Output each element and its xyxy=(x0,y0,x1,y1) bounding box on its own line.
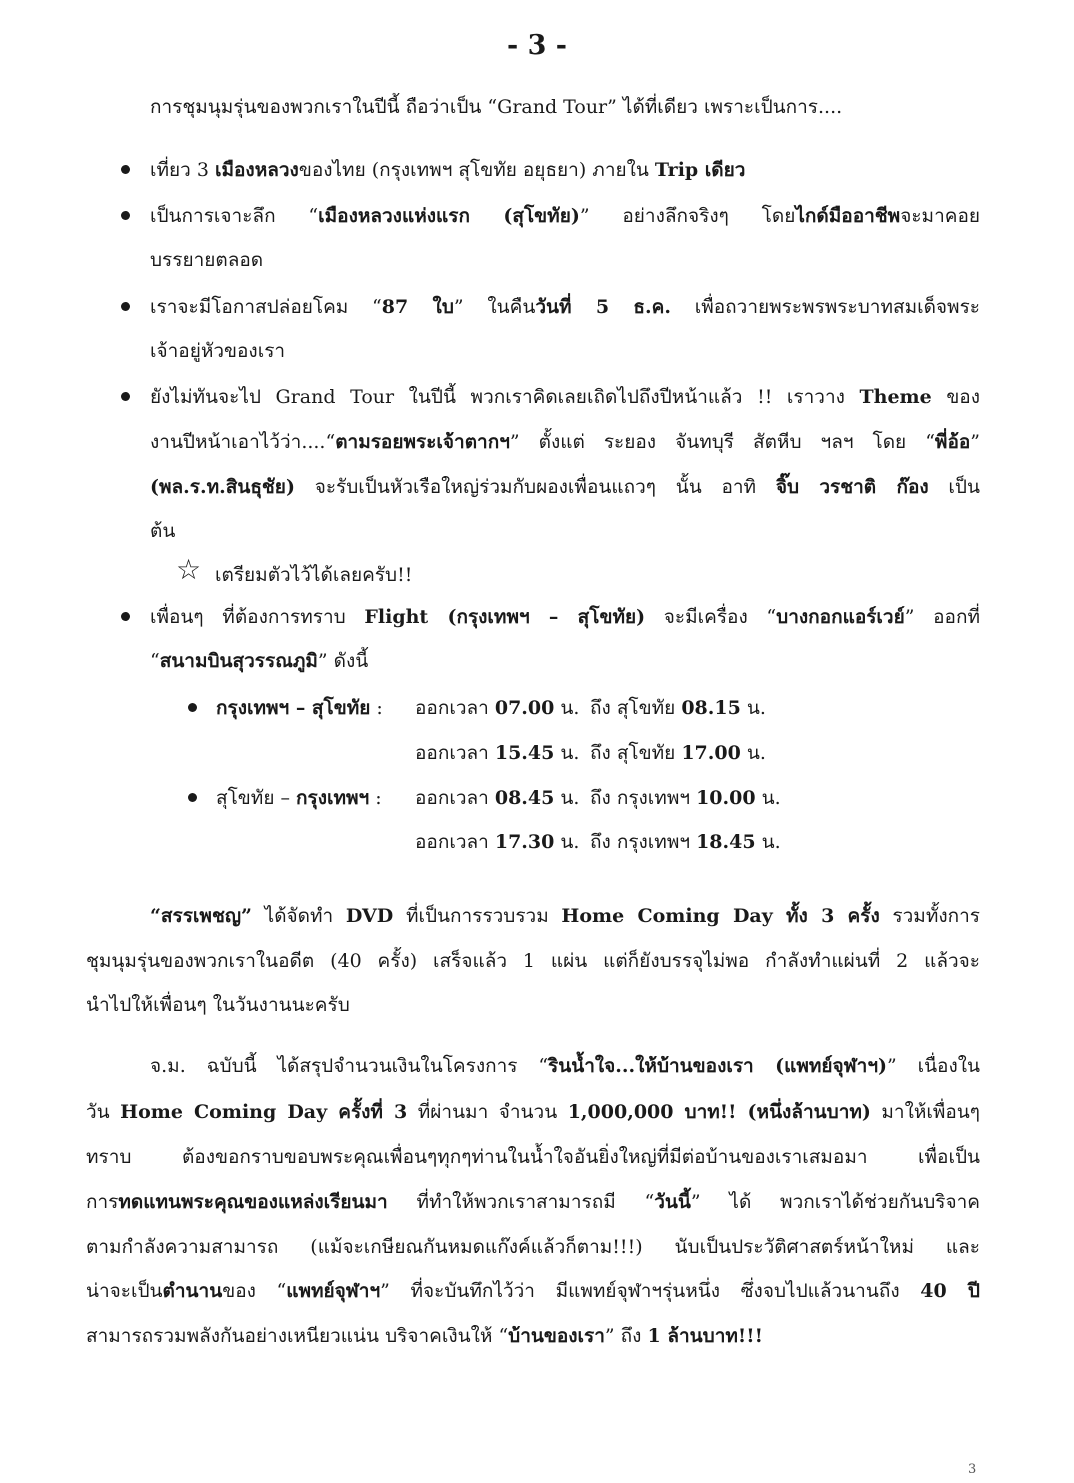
flight-row-4: ออกเวลา 17.30 น. xyxy=(415,831,580,853)
flight-route-2: สุโขทัย – กรุงเทพฯ : xyxy=(216,787,382,809)
bullet-dot xyxy=(188,703,197,712)
bullet-4-line-2: งานปีหน้าเอาไว้ว่า....“ตามรอยพระเจ้าตากฯ” ตั้งแต่ ระยอง จันทบุรี สัตหีบ ฯลฯ โดย “พี่อ้อ” xyxy=(150,431,980,453)
bullet-1: เที่ยว 3 เมืองหลวงของไทย (กรุงเทพฯ สุโขทัย อยุธยา) ภายใน Trip เดียว xyxy=(150,159,746,181)
flight-row-4-arrival: ถึง กรุงเทพฯ 18.45 น. xyxy=(590,831,781,853)
dvd-paragraph-line-1: “สรรเพชญ” ได้จัดทำ DVD ที่เป็นการรวบรวม Home Coming Day ทั้ง 3 ครั้ง รวมทั้งการ xyxy=(150,905,981,927)
bullet-3-line-1: เราจะมีโอกาสปล่อยโคม “87 ใบ” ในคืนวันที่ 5 ธ.ค. เพื่อถวายพระพรพระบาทสมเด็จพระ xyxy=(150,296,980,318)
donation-paragraph-line-3: ทราบ ต้องขอกราบขอบพระคุณเพื่อนๆทุกๆท่านในน้ำใจอันยิ่งใหญ่ที่มีต่อบ้านของเราเสมอมา เพื่อเป็น xyxy=(86,1146,980,1168)
bullet-4-line-4: ต้น xyxy=(150,520,176,542)
flight-row-2: ออกเวลา 15.45 น. xyxy=(415,742,580,764)
bullet-dot xyxy=(121,211,130,220)
donation-paragraph-line-4: การทดแทนพระคุณของแหล่งเรียนมา ที่ทำให้พวกเราสามารถมี “วันนี้” ได้ พวกเราได้ช่วยกันบริจาค xyxy=(86,1191,980,1213)
flight-route-1: กรุงเทพฯ – สุโขทัย : xyxy=(216,697,383,719)
dvd-paragraph-line-3: นำไปให้เพื่อนๆ ในวันงานนะครับ xyxy=(86,994,350,1016)
bullet-dot xyxy=(121,392,130,401)
dvd-paragraph-line-2: ชุมนุมรุ่นของพวกเราในอดีต (40 ครั้ง) เสร็จแล้ว 1 แผ่น แต่ก็ยังบรรจุไม่พอ กำลังทำแผ่นที่ 2 แล้วจะ xyxy=(86,950,980,972)
donation-paragraph-line-7: สามารถรวมพลังกันอย่างเหนียวแน่น บริจาคเงินให้ “บ้านของเรา” ถึง 1 ล้านบาท!!! xyxy=(86,1325,763,1347)
bullet-4-line-1: ยังไม่ทันจะไป Grand Tour ในปีนี้ พวกเราคิดเลยเถิดไปถึงปีหน้าแล้ว !! เราวาง Theme ของ xyxy=(150,386,980,408)
intro-paragraph: การชุมนุมรุ่นของพวกเราในปีนี้ ถือว่าเป็น “Grand Tour” ได้ที่เดียว เพราะเป็นการ.... xyxy=(150,96,843,118)
page-number: - 3 - xyxy=(507,30,567,61)
donation-paragraph-line-2: วัน Home Coming Day ครั้งที่ 3 ที่ผ่านมา จำนวน 1,000,000 บาท!! (หนึ่งล้านบาท) มาให้เพื่อนๆ xyxy=(86,1101,980,1123)
donation-paragraph-line-6: น่าจะเป็นตำนานของ “แพทย์จุฬาฯ” ที่จะบันทึกไว้ว่า มีแพทย์จุฬาฯรุ่นหนึ่ง ซึ่งจบไปแล้วนานถึง 40 ปี xyxy=(86,1280,980,1302)
flight-row-1: ออกเวลา 07.00 น. xyxy=(415,697,580,719)
bullet-dot xyxy=(121,165,130,174)
star-icon: ☆ xyxy=(176,553,202,586)
bullet-2-line-2: บรรยายตลอด xyxy=(150,249,264,271)
bullet-3-line-2: เจ้าอยู่หัวของเรา xyxy=(150,340,286,362)
flight-row-2-arrival: ถึง สุโขทัย 17.00 น. xyxy=(590,742,766,764)
bullet-2-line-1: เป็นการเจาะลึก “เมืองหลวงแห่งแรก (สุโขทัย)” อย่างลึกจริงๆ โดยไกด์มืออาชีพจะมาคอย xyxy=(150,205,980,227)
flight-row-3: ออกเวลา 08.45 น. xyxy=(415,787,580,809)
bullet-dot xyxy=(121,612,130,621)
corner-page-mark: 3 xyxy=(968,1462,977,1477)
flight-row-1-arrival: ถึง สุโขทัย 08.15 น. xyxy=(590,697,766,719)
bullet-5-line-1: เพื่อนๆ ที่ต้องการทราบ Flight (กรุงเทพฯ – สุโขทัย) จะมีเครื่อง “บางกอกแอร์เวย์” ออกที่ xyxy=(150,606,980,628)
flight-row-3-arrival: ถึง กรุงเทพฯ 10.00 น. xyxy=(590,787,781,809)
bullet-5-line-2: “สนามบินสุวรรณภูมิ” ดังนี้ xyxy=(150,650,369,672)
bullet-dot xyxy=(121,302,130,311)
bullet-4-line-3: (พล.ร.ท.สินธุชัย) จะรับเป็นหัวเรือใหญ่ร่วมกับผองเพื่อนแถวๆ นั้น อาทิ จิ๊บ วรชาติ ก๊อง เป็น xyxy=(150,476,980,498)
star-note: เตรียมตัวไว้ได้เลยครับ!! xyxy=(215,564,413,586)
bullet-dot xyxy=(188,793,197,802)
donation-paragraph-line-1: จ.ม. ฉบับนี้ ได้สรุปจำนวนเงินในโครงการ “รินน้ำใจ...ให้บ้านของเรา (แพทย์จุฬาฯ)” เนื่องใน xyxy=(150,1055,981,1077)
donation-paragraph-line-5: ตามกำลังความสามารถ (แม้จะเกษียณกันหมดแก๊งค์แล้วก็ตาม!!!) นับเป็นประวัติศาสตร์หน้าใหม่ และ xyxy=(86,1236,980,1258)
